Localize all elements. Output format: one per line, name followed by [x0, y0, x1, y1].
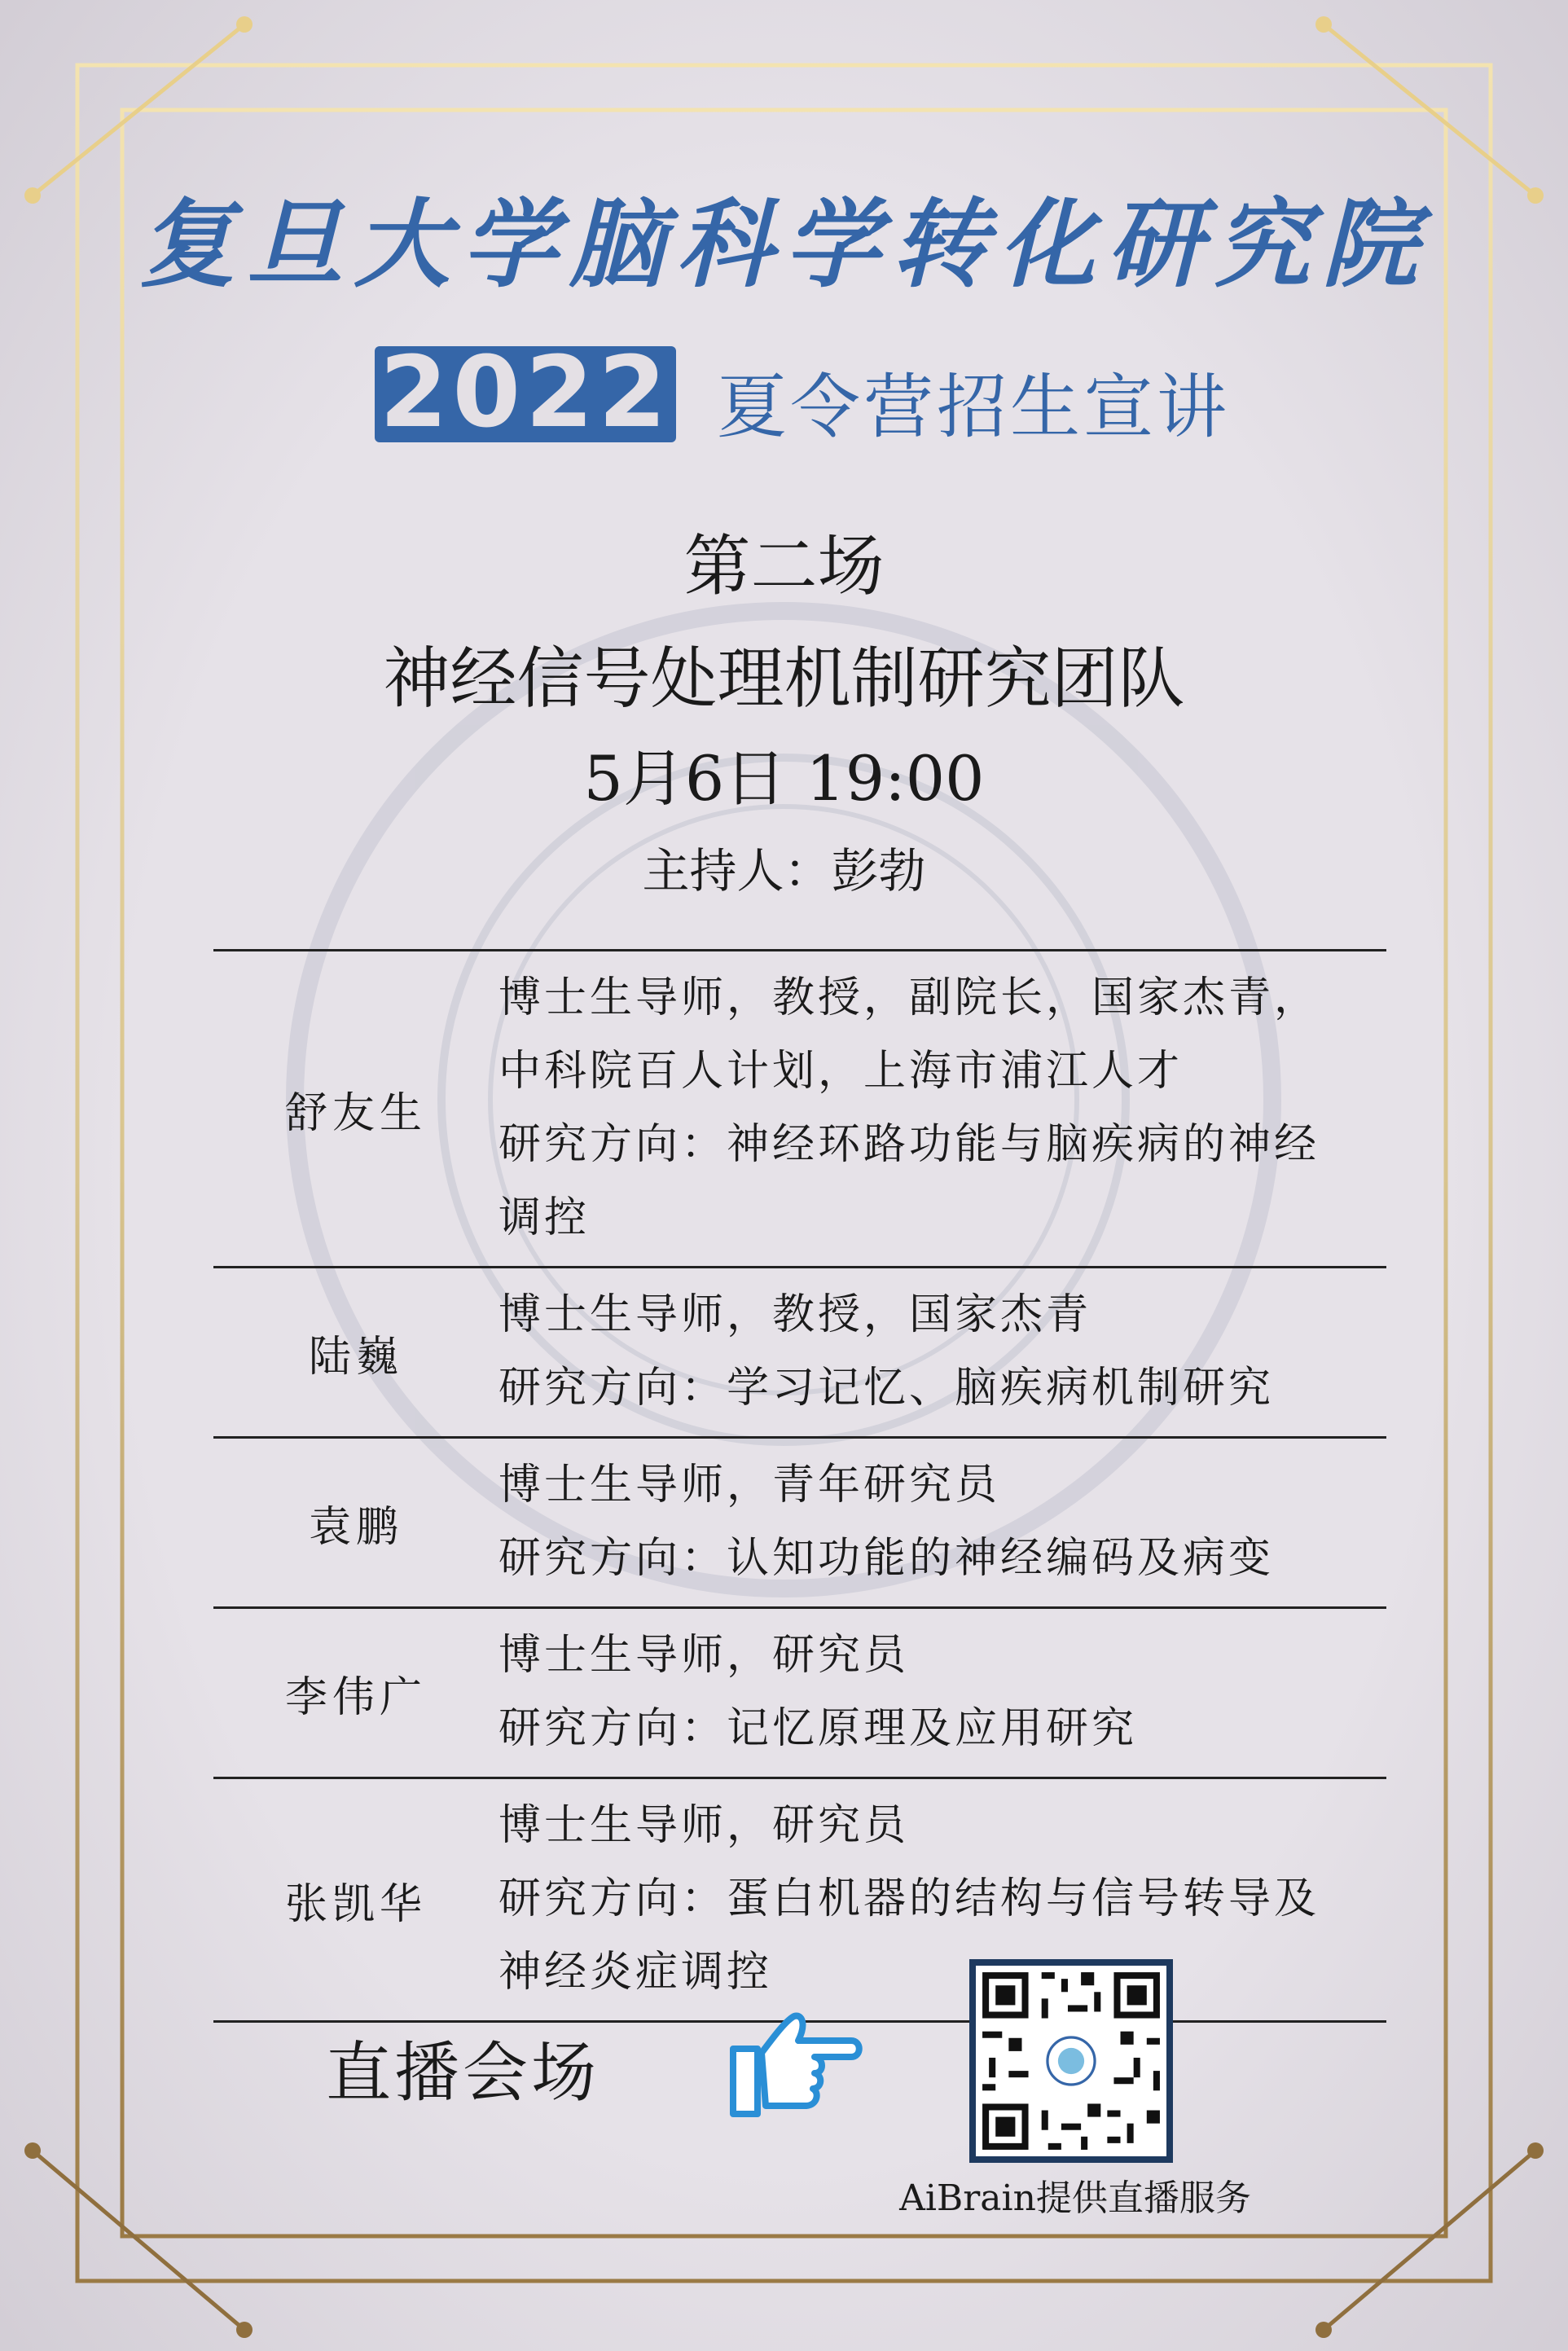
faculty-name: 张凯华: [213, 1778, 499, 2022]
qr-code-icon[interactable]: [969, 1959, 1173, 2163]
desc-line: 博士生导师，研究员: [499, 1801, 910, 1850]
desc-line: 调控: [499, 1193, 591, 1242]
year-banner: [375, 346, 676, 442]
desc-line: 研究方向：神经环路功能与脑疾病的神经: [499, 1120, 1320, 1169]
event-subtitle: 夏令营招生宣讲: [717, 367, 1230, 448]
session-number: 第二场: [683, 528, 885, 605]
live-service-caption: AiBrain提供直播服务: [899, 2177, 1251, 2219]
table-row: [213, 1268, 1386, 1438]
faculty-name: 陆巍: [213, 1268, 499, 1438]
faculty-description: [499, 951, 1386, 1268]
qr-pattern: [976, 1966, 1166, 2156]
session-host: 主持人：彭勃: [642, 843, 926, 899]
table-row: [213, 1608, 1386, 1778]
faculty-description: [499, 1778, 1386, 2022]
desc-line: 中科院百人计划，上海市浦江人才: [499, 1047, 1184, 1096]
desc-line: 研究方向：认知功能的神经编码及病变: [499, 1534, 1275, 1583]
desc-line: 博士生导师，研究员: [499, 1631, 910, 1680]
faculty-name: 李伟广: [213, 1608, 499, 1778]
session-datetime: 5月6日 19:00: [583, 742, 985, 815]
table-row: [213, 1778, 1386, 2022]
faculty-description: [499, 1608, 1386, 1778]
institute-title: 复旦大学脑科学转化研究院: [138, 187, 1430, 301]
desc-line: 神经炎症调控: [499, 1948, 773, 1997]
table-row: [213, 951, 1386, 1268]
desc-line: 研究方向：学习记忆、脑疾病机制研究: [499, 1364, 1275, 1413]
desc-line: 博士生导师，青年研究员: [499, 1461, 1001, 1509]
team-name: 神经信号处理机制研究团队: [383, 640, 1185, 718]
year-text: 2022: [380, 346, 671, 442]
faculty-table: [213, 949, 1386, 2023]
desc-line: 研究方向：记忆原理及应用研究: [499, 1704, 1138, 1753]
desc-line: 研究方向：蛋白机器的结构与信号转导及: [499, 1874, 1320, 1923]
live-venue-label: 直播会场: [326, 2035, 600, 2111]
table-row: [213, 1438, 1386, 1608]
desc-line: 博士生导师，教授，副院长，国家杰青，: [499, 973, 1320, 1022]
faculty-name: 舒友生: [213, 951, 499, 1268]
pointing-hand-icon: [717, 2004, 863, 2126]
faculty-description: [499, 1438, 1386, 1608]
faculty-name: 袁鹏: [213, 1438, 499, 1608]
faculty-description: [499, 1268, 1386, 1438]
desc-line: 博士生导师，教授，国家杰青: [499, 1290, 1092, 1339]
